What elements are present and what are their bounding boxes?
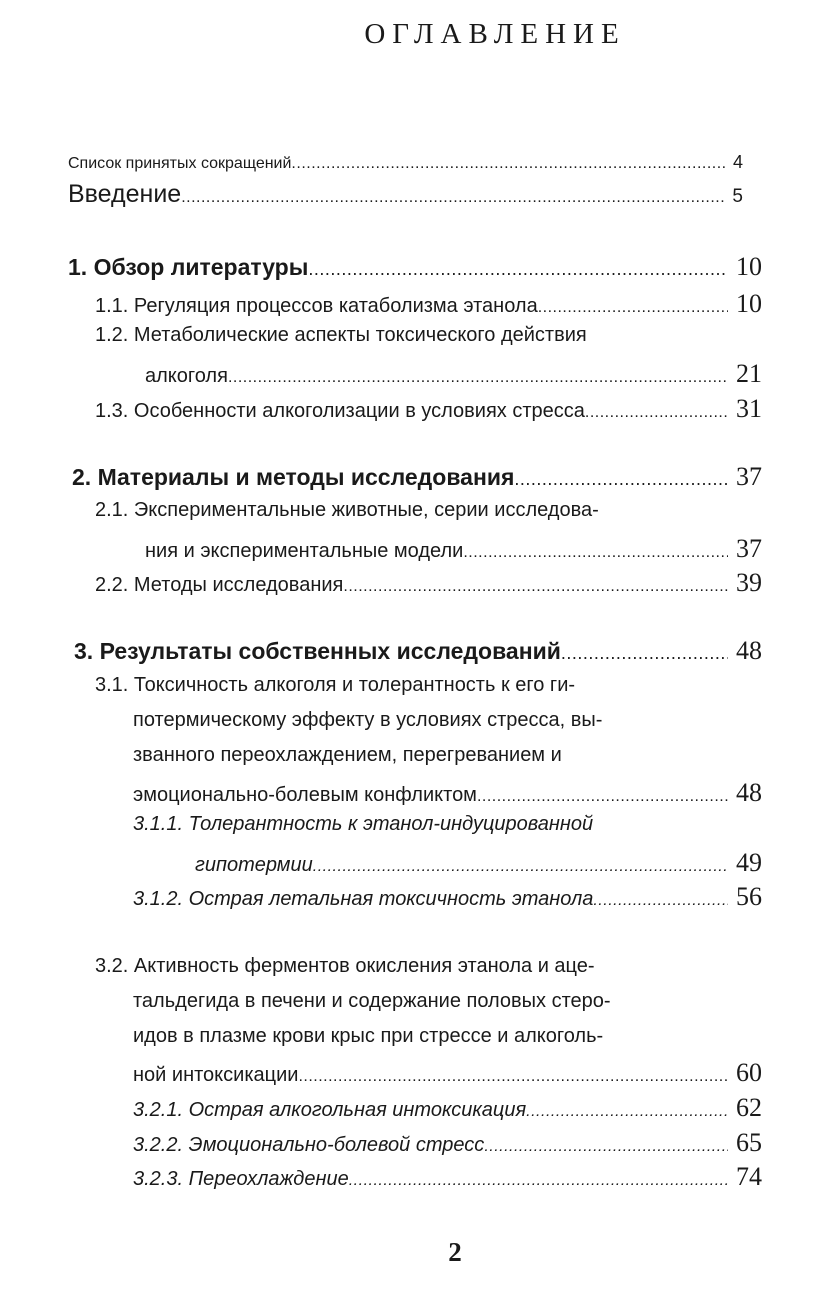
toc-leader-dots [538,299,728,317]
toc-entry-label: 2.2. Методы исследования [95,574,344,596]
toc-leader-dots [313,858,728,876]
toc-page-number: 48 [736,778,762,807]
toc-page-number: 48 [736,636,762,665]
toc-chapter-3 [74,636,762,666]
toc-entry-abbreviations [68,152,743,173]
toc-chapter-2 [72,462,762,492]
toc-section-3-1-line3: званного переохлаждением, перегреванием и [133,744,562,766]
toc-section-1-1 [95,289,762,319]
toc-page-number: 60 [736,1058,762,1087]
toc-page-number: 10 [736,289,762,318]
toc-section-2-1-line1: 2.1. Экспериментальные животные, серии исследова- [95,499,599,521]
toc-section-2-2 [95,568,762,598]
toc-page-number: 5 [732,186,743,207]
toc-entry-label: 3.1.2. Острая летальная токсичность этанола [133,888,594,910]
toc-leader-dots [514,469,728,490]
toc-entry-label: Введение [68,180,182,208]
toc-section-1-2-line1: 1.2. Метаболические аспекты токсического действия [95,324,587,346]
toc-page-number: 10 [736,252,762,281]
toc-subsection-3-1-1 [195,848,762,878]
toc-entry-introduction [68,180,743,209]
toc-page-number: 74 [736,1162,762,1191]
toc-entry-label: 1. Обзор литературы [68,254,309,280]
toc-section-1-3 [95,394,762,424]
toc-page-number: 62 [736,1093,762,1122]
toc-leader-dots [463,544,728,562]
toc-page-number: 39 [736,568,762,597]
toc-leader-dots [484,1138,728,1156]
toc-section-3-2-line3: идов в плазме крови крыс при стрессе и алкоголь- [133,1025,604,1047]
toc-page-number: 37 [736,462,762,491]
toc-entry-label: ния и экспериментальные модели [145,540,464,562]
page-title: ОГЛАВЛЕНИЕ [364,18,626,50]
toc-section-3-2 [133,1058,762,1088]
toc-leader-dots [561,643,728,664]
toc-section-3-1-line1: 3.1. Токсичность алкоголя и толерантность к его ги- [95,674,576,696]
toc-leader-dots [291,155,725,173]
toc-entry-label: Список принятых сокращений [68,155,292,172]
toc-subsection-3-2-1 [133,1093,762,1123]
toc-leader-dots [349,1172,728,1190]
toc-entry-label: эмоционально-болевым конфликтом [133,784,477,806]
toc-entry-label: 1.3. Особенности алкоголизации в условиях стресса [95,400,585,422]
toc-page-number: 4 [732,152,743,172]
toc-section-3-1 [133,778,762,808]
toc-subsection-3-2-2 [133,1128,762,1158]
toc-entry-label: 3.2.1. Острая алкогольная интоксикация [133,1099,527,1121]
toc-entry-label: 3.2.2. Эмоционально-болевой стресс [133,1134,485,1156]
toc-page-number: 65 [736,1128,762,1157]
toc-leader-dots [585,404,728,422]
toc-section-2-1 [145,534,762,564]
toc-leader-dots [228,369,728,387]
toc-entry-label: алкоголя [145,365,228,387]
toc-page-number: 21 [736,359,762,388]
toc-page-number: 56 [736,882,762,911]
toc-leader-dots [181,189,724,207]
toc-section-3-2-line2: тальдегида в печени и содержание половых стеро- [133,990,611,1012]
toc-page-number: 37 [736,534,762,563]
toc-section-3-2-line1: 3.2. Активность ферментов окисления этанола и аце- [95,955,595,977]
toc-entry-label: 3. Результаты собственных исследований [74,638,561,664]
toc-leader-dots [526,1103,728,1121]
toc-section-1-2 [145,359,762,389]
toc-entry-label: 3.2.3. Переохлаждение [133,1168,349,1190]
toc-page-number: 49 [736,848,762,877]
toc-entry-label: 1.1. Регуляция процессов катаболизма этанола [95,295,538,317]
toc-section-3-1-line2: потермическому эффекту в условиях стресса, вы- [133,709,603,731]
toc-leader-dots [308,259,728,280]
toc-chapter-1 [68,252,762,282]
toc-subsection-3-1-1-line1: 3.1.1. Толерантность к этанол-индуцированной [133,813,594,835]
toc-leader-dots [593,892,728,910]
toc-entry-label: гипотермии [195,854,313,876]
toc-entry-label: ной интоксикации [133,1064,299,1086]
toc-entry-label: 2. Материалы и методы исследования [72,464,515,490]
toc-leader-dots [477,788,728,806]
toc-leader-dots [298,1068,728,1086]
toc-subsection-3-1-2 [133,882,762,912]
toc-subsection-3-2-3 [133,1162,762,1192]
toc-leader-dots [343,578,728,596]
page-number: 2 [448,1237,462,1267]
toc-page-number: 31 [736,394,762,423]
